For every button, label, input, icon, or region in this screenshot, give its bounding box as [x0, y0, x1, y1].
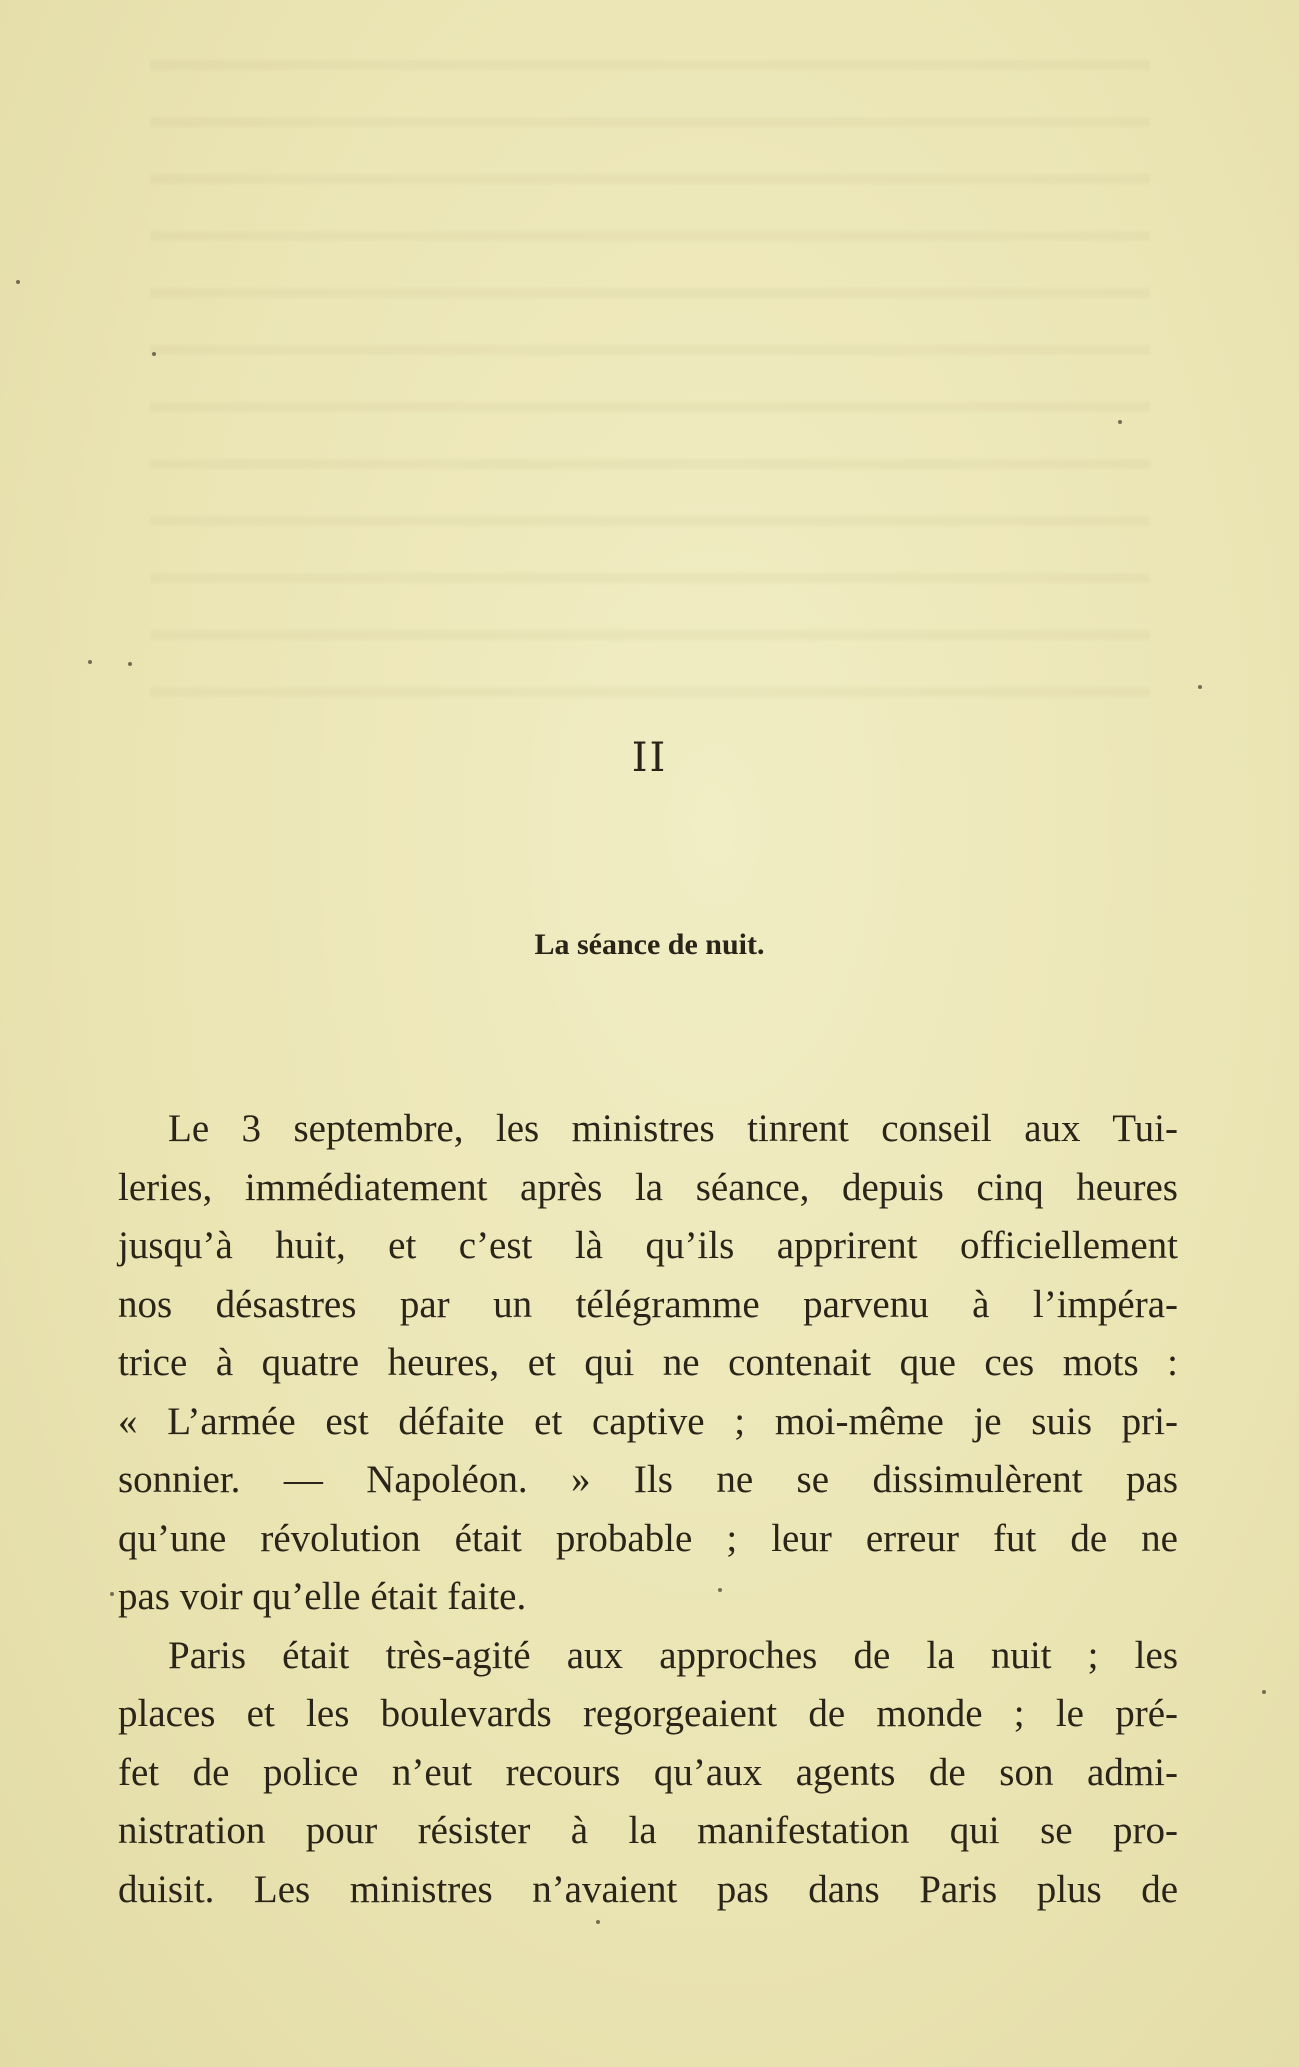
- text-line: fet de police n’eut recours qu’aux agents de son admi-: [118, 1750, 1178, 1794]
- text-line: trice à quatre heures, et qui ne contenait que ces mots :: [118, 1341, 1178, 1384]
- text-line: jusqu’à huit, et c’est là qu’ils apprirent officiellement: [118, 1224, 1178, 1267]
- text-line: nos désastres par un télégramme parvenu à l’impéra-: [118, 1282, 1178, 1326]
- paragraph: [118, 1627, 1178, 1920]
- show-through-text: [150, 20, 1150, 700]
- text-line: nistration pour résister à la manifestation qui se pro-: [118, 1809, 1178, 1852]
- ink-speck: [1262, 1690, 1266, 1694]
- ink-speck: [88, 660, 92, 664]
- ink-speck: [152, 352, 156, 356]
- ink-speck: [128, 662, 132, 666]
- text-line: pas voir qu’elle était faite.: [118, 1575, 527, 1618]
- paragraph: [118, 1100, 1178, 1627]
- text-line: places et les boulevards regorgeaient de monde ; le pré-: [118, 1692, 1178, 1735]
- body-text: [118, 1100, 1178, 1919]
- ink-speck: [110, 1592, 114, 1596]
- ink-speck: [1198, 685, 1202, 689]
- text-line: Paris était très-agité aux approches de la nuit ; les: [168, 1633, 1178, 1677]
- text-line: leries, immédiatement après la séance, depuis cinq heures: [118, 1165, 1178, 1209]
- text-line: Le 3 septembre, les ministres tinrent conseil aux Tui-: [168, 1107, 1178, 1150]
- text-line: « L’armée est défaite et captive ; moi-même je suis pri-: [118, 1399, 1178, 1443]
- ink-speck: [16, 280, 20, 284]
- chapter-number: II: [631, 735, 668, 781]
- text-line: qu’une révolution était probable ; leur erreur fut de ne: [118, 1516, 1178, 1560]
- text-line: sonnier. — Napoléon. » Ils ne se dissimulèrent pas: [118, 1458, 1178, 1501]
- text-line: duisit. Les ministres n’avaient pas dans Paris plus de: [118, 1867, 1178, 1911]
- chapter-title: La séance de nuit.: [534, 928, 765, 961]
- ink-speck: [1118, 420, 1122, 424]
- ink-speck: [596, 1920, 600, 1924]
